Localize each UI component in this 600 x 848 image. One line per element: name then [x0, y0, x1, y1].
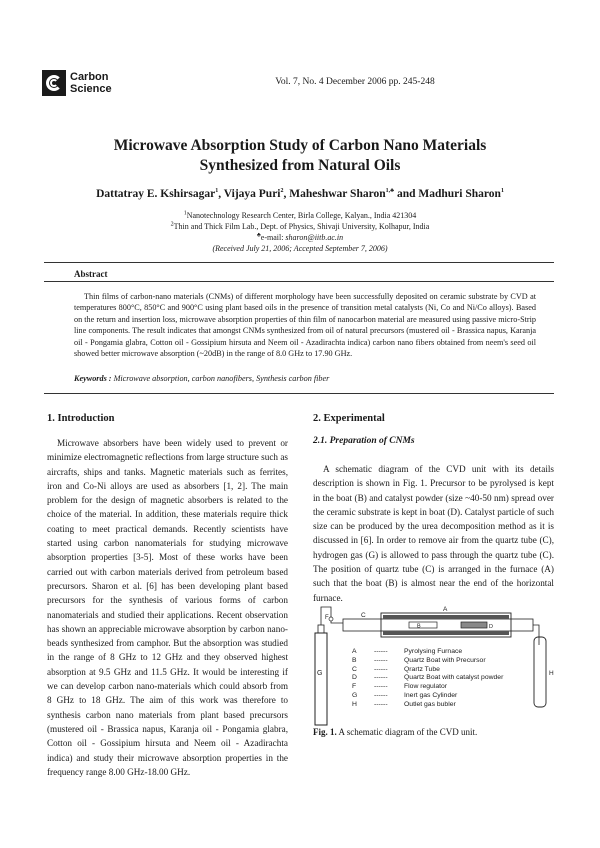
gas-cylinder — [315, 625, 327, 725]
figure-caption-label: Fig. 1. — [313, 727, 337, 737]
legend-desc: Qrartz Tube — [404, 665, 440, 673]
logo-line-2: Science — [70, 83, 112, 95]
author-separator: , — [283, 188, 290, 200]
legend-item — [352, 657, 503, 666]
label-f: F — [325, 615, 329, 621]
legend-item — [352, 692, 503, 701]
legend-desc: Pyrolysing Furnace — [404, 648, 463, 655]
keywords — [74, 374, 536, 383]
affiliation-text: Nanotechnology Research Center, Birla College, Kalyan., India 421304 — [186, 211, 417, 220]
figure-caption-text: A schematic diagram of the CVD unit. — [336, 727, 478, 737]
introduction-paragraph: Microwave absorbers have been widely used to prevent or minimize electromagnetic reflections from large structure such as aircrafts, ships and tanks. Magnetic materials such as ferrites, iron and Co-Ni alloys are used as absorbers [1, 2]. The main problem for the design of magnetic absorbers is related to the choice of the material. In addition, these materials require thick coating to meet practical demands. Recently scientists have started using carbon nanomaterials for studying microwave absorption properties [3-5]. Most of these works have been carried out with carbon materials derived from petroleum based precursors. Sharon et al. [6] has been developing plant based precursors for the synthesis of various forms of carbon nanomaterials and studied their applications. Recent observation has shown an appreciable microwave absorption by carbon nano-beads synthesized from camphor. But the absorption was studied in the range of 8 GHz to 12 GHz and they observed highest absorption at 9.5 GHz and 11.5 GHz. It would be interesting if we can develop carbon nano-materials which could absorb from 8 GHz to 18 GHz. The aim of this work was therefore to synthesis carbon nano materials from plant based precursors (mustered oil - Brassica napus, Karanja oil - Pongamia glabra, Cotton oil - Gossipium hirsuta and Neem oil - Azadirachta indica) and study their microwave absorption properties in the frequency range 8.00 GHz-18.00 GHz. — [47, 438, 288, 777]
divider-top — [44, 262, 554, 263]
experimental-paragraph: A schematic diagram of the CVD unit with its details description is shown in Fig. 1. Precursor to be pyrolysed is kept in the boat (B) and catalyst powder (size ~40-50 nm) spread over the ceramic substrate is kept in boat (D). Catalyst particle of such size can be produced by the urea decomposition method as it is discussed in [6]. In order to remove air from the quartz tube (C), hydrogen gas (G) is allowed to pass through the quartz tube (C). The position of quartz tube (C) is arranged in the furnace (A) such that the boat (B) is almost near the end of the horizontal furnace. — [313, 464, 554, 603]
author-name: Dattatray E. Kshirsagar — [96, 188, 216, 200]
label-h: H — [549, 670, 554, 677]
legend-item — [352, 648, 503, 657]
affiliation-2 — [40, 222, 560, 231]
email-address[interactable]: sharon@iitb.ac.in — [285, 233, 344, 242]
label-d: D — [489, 624, 493, 630]
received-dates: (Received July 21, 2006; Accepted September 7, 2006) — [212, 244, 388, 253]
label-b: B — [417, 623, 421, 630]
section-heading-experimental: 2. Experimental — [313, 413, 385, 424]
legend-key: H — [352, 700, 357, 708]
author-name: Madhuri Sharon — [418, 188, 501, 200]
introduction-body — [47, 436, 288, 779]
legend-dash: ------ — [374, 674, 388, 682]
legend-desc: Quartz Boat with catalyst powder — [404, 674, 504, 682]
journal-info: Vol. 7, No. 4 December 2006 pp. 245-248 — [275, 77, 435, 87]
legend-key: F — [352, 683, 357, 691]
title-line-2: Synthesized from Natural Oils — [199, 157, 401, 174]
keywords-label: Keywords : — [74, 374, 114, 383]
author-sup: 1 — [215, 188, 219, 195]
legend-dash: ------ — [374, 656, 388, 664]
author-separator: and — [394, 188, 419, 200]
legend-dash: ------ — [374, 683, 388, 691]
legend-item — [352, 666, 503, 675]
label-c: C — [361, 612, 366, 619]
abstract-body: Thin films of carbon-nano materials (CNMs) of different morphology have been successfully deposited on ceramic substrate by CVD at temperatures 800°C, 850°C and 900°C using plant based oils in the presence of transition metal catalysts (Ni, Co and Ni/Co alloys). Based on the return and insertion loss, microwave absorption properties of thin film of nanocarbon material are measured using passive micro-Strip line components. The result indicates that amongst CNMs synthesized from oil of natural precursors (mustered oil - Brassica napus, Karanja oil - Pongamia glabra, Cotton oil - Gossipium hirsuta and Neem oil - Azadirachta indica) carbon nano fibers obtained from neem's seed oil showed better microwave absorption (~20dB) in the range of 8.0 GHz to 17.90 GHz. — [74, 292, 536, 359]
legend-dash: ------ — [374, 700, 388, 708]
author-list — [40, 188, 560, 200]
legend-desc: Flow regulator — [404, 683, 448, 691]
subsection-heading-preparation: 2.1. Preparation of CNMs — [313, 436, 415, 446]
legend-item — [352, 683, 503, 692]
affiliation-1 — [40, 211, 560, 220]
email-line — [40, 233, 560, 242]
author-sup: 1,♣ — [385, 188, 395, 195]
figure-caption — [313, 727, 477, 737]
pyrolysing-furnace — [381, 606, 511, 637]
section-heading-introduction: 1. Introduction — [47, 413, 115, 424]
experimental-body — [313, 462, 554, 605]
legend-item — [352, 674, 503, 683]
quartz-tube — [343, 612, 533, 631]
email-sup: ♣ — [256, 232, 261, 239]
author-name: Vijaya Puri — [223, 188, 281, 200]
legend-dash: ------ — [374, 665, 388, 673]
legend-key: A — [352, 648, 357, 655]
divider-abstract — [44, 281, 554, 282]
keywords-text: Microwave absorption, carbon nanofibers, Synthesis carbon fiber — [113, 374, 330, 383]
affiliation-text: Thin and Thick Film Lab., Dept. of Physics, Shivaji University, Kolhapur, India — [173, 222, 430, 231]
logo-line-1: Carbon — [70, 71, 109, 83]
label-g: G — [317, 670, 323, 677]
author-sup: 2 — [280, 188, 284, 195]
legend-key: B — [352, 656, 357, 664]
legend-desc: Outlet gas bubler — [404, 700, 456, 708]
title-line-1: Microwave Absorption Study of Carbon Nano Materials — [113, 137, 487, 154]
legend-key: D — [352, 674, 357, 682]
label-a: A — [443, 606, 448, 613]
legend-item — [352, 701, 503, 710]
legend-key: C — [352, 665, 357, 673]
divider-bottom — [44, 393, 554, 394]
boats — [409, 622, 493, 630]
legend-dash: ------ — [374, 648, 388, 655]
legend-key: G — [352, 691, 358, 699]
author-name: Maheshwar Sharon — [289, 188, 386, 200]
affiliation-sup: 1 — [183, 210, 187, 217]
legend-desc: Inert gas Cylinder — [404, 691, 458, 699]
figure-legend — [352, 648, 503, 710]
outlet-bubbler — [533, 625, 554, 707]
legend-desc: Quartz Boat with Precursor — [404, 656, 486, 664]
affiliation-sup: 2 — [170, 221, 174, 228]
author-sup: 1 — [500, 188, 504, 195]
abstract-heading: Abstract — [74, 269, 108, 279]
email-label: e-mail: — [260, 233, 286, 242]
author-separator: , — [218, 188, 224, 200]
paper-title — [60, 136, 540, 176]
legend-dash: ------ — [374, 691, 388, 699]
